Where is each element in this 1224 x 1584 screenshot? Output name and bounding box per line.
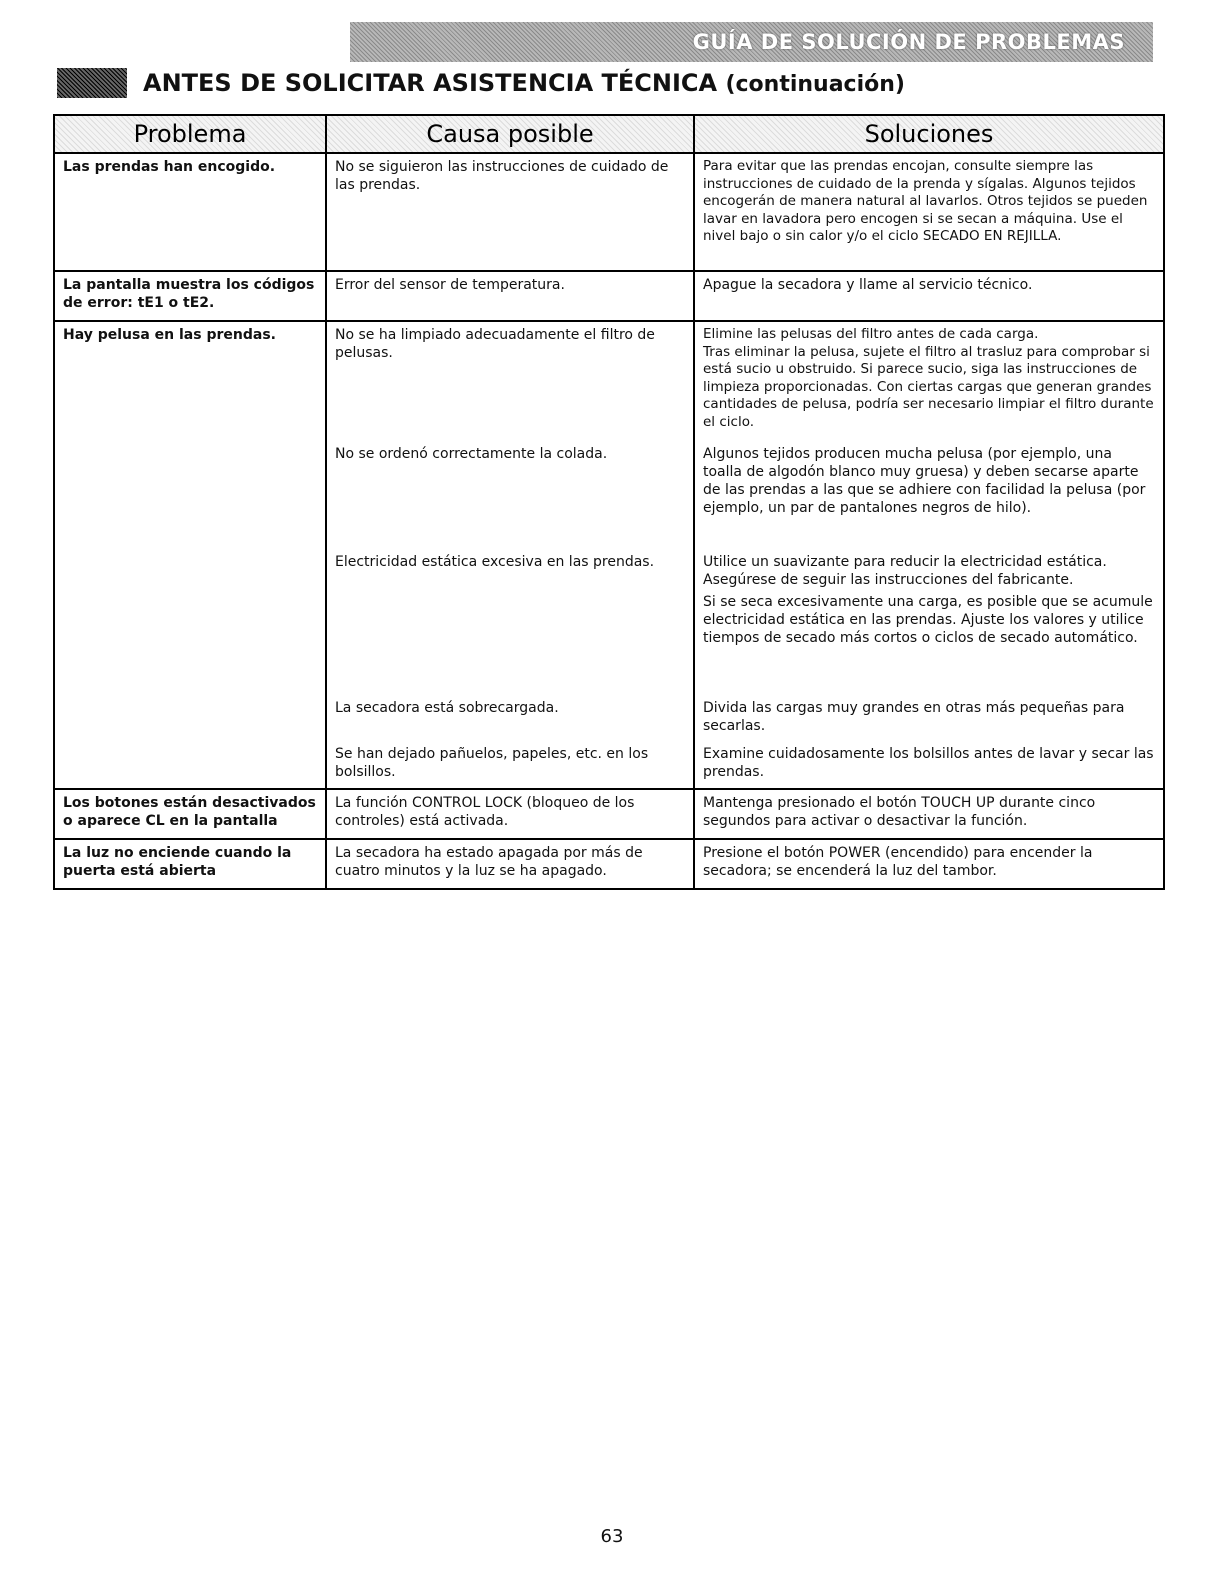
section-marker-icon <box>57 68 127 98</box>
page-number: 63 <box>600 1526 624 1547</box>
cause-cell: La secadora está sobrecargada. <box>326 693 694 739</box>
table-row <box>54 153 1164 271</box>
problem-cell: Las prendas han encogido. <box>54 153 326 271</box>
table-header-row <box>54 115 1164 153</box>
problem-cell: La pantalla muestra los códigos de error: tE1 o tE2. <box>54 271 326 321</box>
solution-text: Elimine las pelusas del filtro antes de cada carga. <box>703 326 1039 342</box>
chapter-banner: GUÍA DE SOLUCIÓN DE PROBLEMAS <box>350 22 1153 62</box>
table-row <box>54 789 1164 839</box>
section-title-continuation: (continuación) <box>725 72 905 97</box>
solution-cell: Apague la secadora y llame al servicio técnico. <box>694 271 1164 321</box>
table-row <box>54 839 1164 889</box>
solution-cell: Examine cuidadosamente los bolsillos antes de lavar y secar las prendas. <box>694 739 1164 789</box>
header-cause: Causa posible <box>326 115 694 153</box>
cause-cell: Electricidad estática excesiva en las prendas. <box>326 547 694 693</box>
solution-cell: Presione el botón POWER (encendido) para encender la secadora; se encenderá la luz del tambor. <box>694 839 1164 889</box>
section-title <box>143 69 905 97</box>
solution-cell <box>694 547 1164 693</box>
problem-cell: La luz no enciende cuando la puerta está abierta <box>54 839 326 889</box>
header-solution: Soluciones <box>694 115 1164 153</box>
solution-cell <box>694 321 1164 439</box>
troubleshooting-table <box>53 114 1165 890</box>
table-row <box>54 271 1164 321</box>
solution-cell: Para evitar que las prendas encojan, consulte siempre las instrucciones de cuidado de la prenda y sígalas. Algunos tejidos encogerán de manera natural al lavarlos. Otros tejidos se pueden lavar en lavadora pero encogen si se secan a máquina. Use el nivel bajo o sin calor y/o el ciclo SECADO EN REJILLA. <box>694 153 1164 271</box>
problem-cell: Hay pelusa en las prendas. <box>54 321 326 789</box>
cause-cell: Error del sensor de temperatura. <box>326 271 694 321</box>
solution-cell: Divida las cargas muy grandes en otras más pequeñas para secarlas. <box>694 693 1164 739</box>
cause-cell: No se ordenó correctamente la colada. <box>326 439 694 547</box>
cause-cell: No se ha limpiado adecuadamente el filtro de pelusas. <box>326 321 694 439</box>
solution-text: Tras eliminar la pelusa, sujete el filtro al trasluz para comprobar si está sucio u obstruido. Si parece sucio, siga las instrucciones de limpieza proporcionadas. Con ciertas cargas que generan grandes cantidades de pelusa, podría ser necesario limpiar el filtro durante el ciclo. <box>703 343 1154 430</box>
cause-cell: La secadora ha estado apagada por más de cuatro minutos y la luz se ha apagado. <box>326 839 694 889</box>
section-header <box>57 68 905 98</box>
cause-cell: No se siguieron las instrucciones de cuidado de las prendas. <box>326 153 694 271</box>
cause-cell: La función CONTROL LOCK (bloqueo de los controles) está activada. <box>326 789 694 839</box>
problem-cell: Los botones están desactivados o aparece CL en la pantalla <box>54 789 326 839</box>
solution-text: Utilice un suavizante para reducir la electricidad estática. Asegúrese de seguir las instrucciones del fabricante. <box>703 554 1107 588</box>
table-row <box>54 321 1164 439</box>
cause-cell: Se han dejado pañuelos, papeles, etc. en los bolsillos. <box>326 739 694 789</box>
solution-cell: Algunos tejidos producen mucha pelusa (por ejemplo, una toalla de algodón blanco muy gruesa) y deben secarse aparte de las prendas a las que se adhiere con facilidad la pelusa (por ejemplo, un par de pantalones negros de hilo). <box>694 439 1164 547</box>
solution-cell: Mantenga presionado el botón TOUCH UP durante cinco segundos para activar o desactivar la función. <box>694 789 1164 839</box>
header-problem: Problema <box>54 115 326 153</box>
solution-text: Si se seca excesivamente una carga, es posible que se acumule electricidad estática en las prendas. Ajuste los valores y utilice tiempos de secado más cortos o ciclos de secado automático. <box>703 594 1153 646</box>
section-title-text: ANTES DE SOLICITAR ASISTENCIA TÉCNICA <box>143 69 718 97</box>
